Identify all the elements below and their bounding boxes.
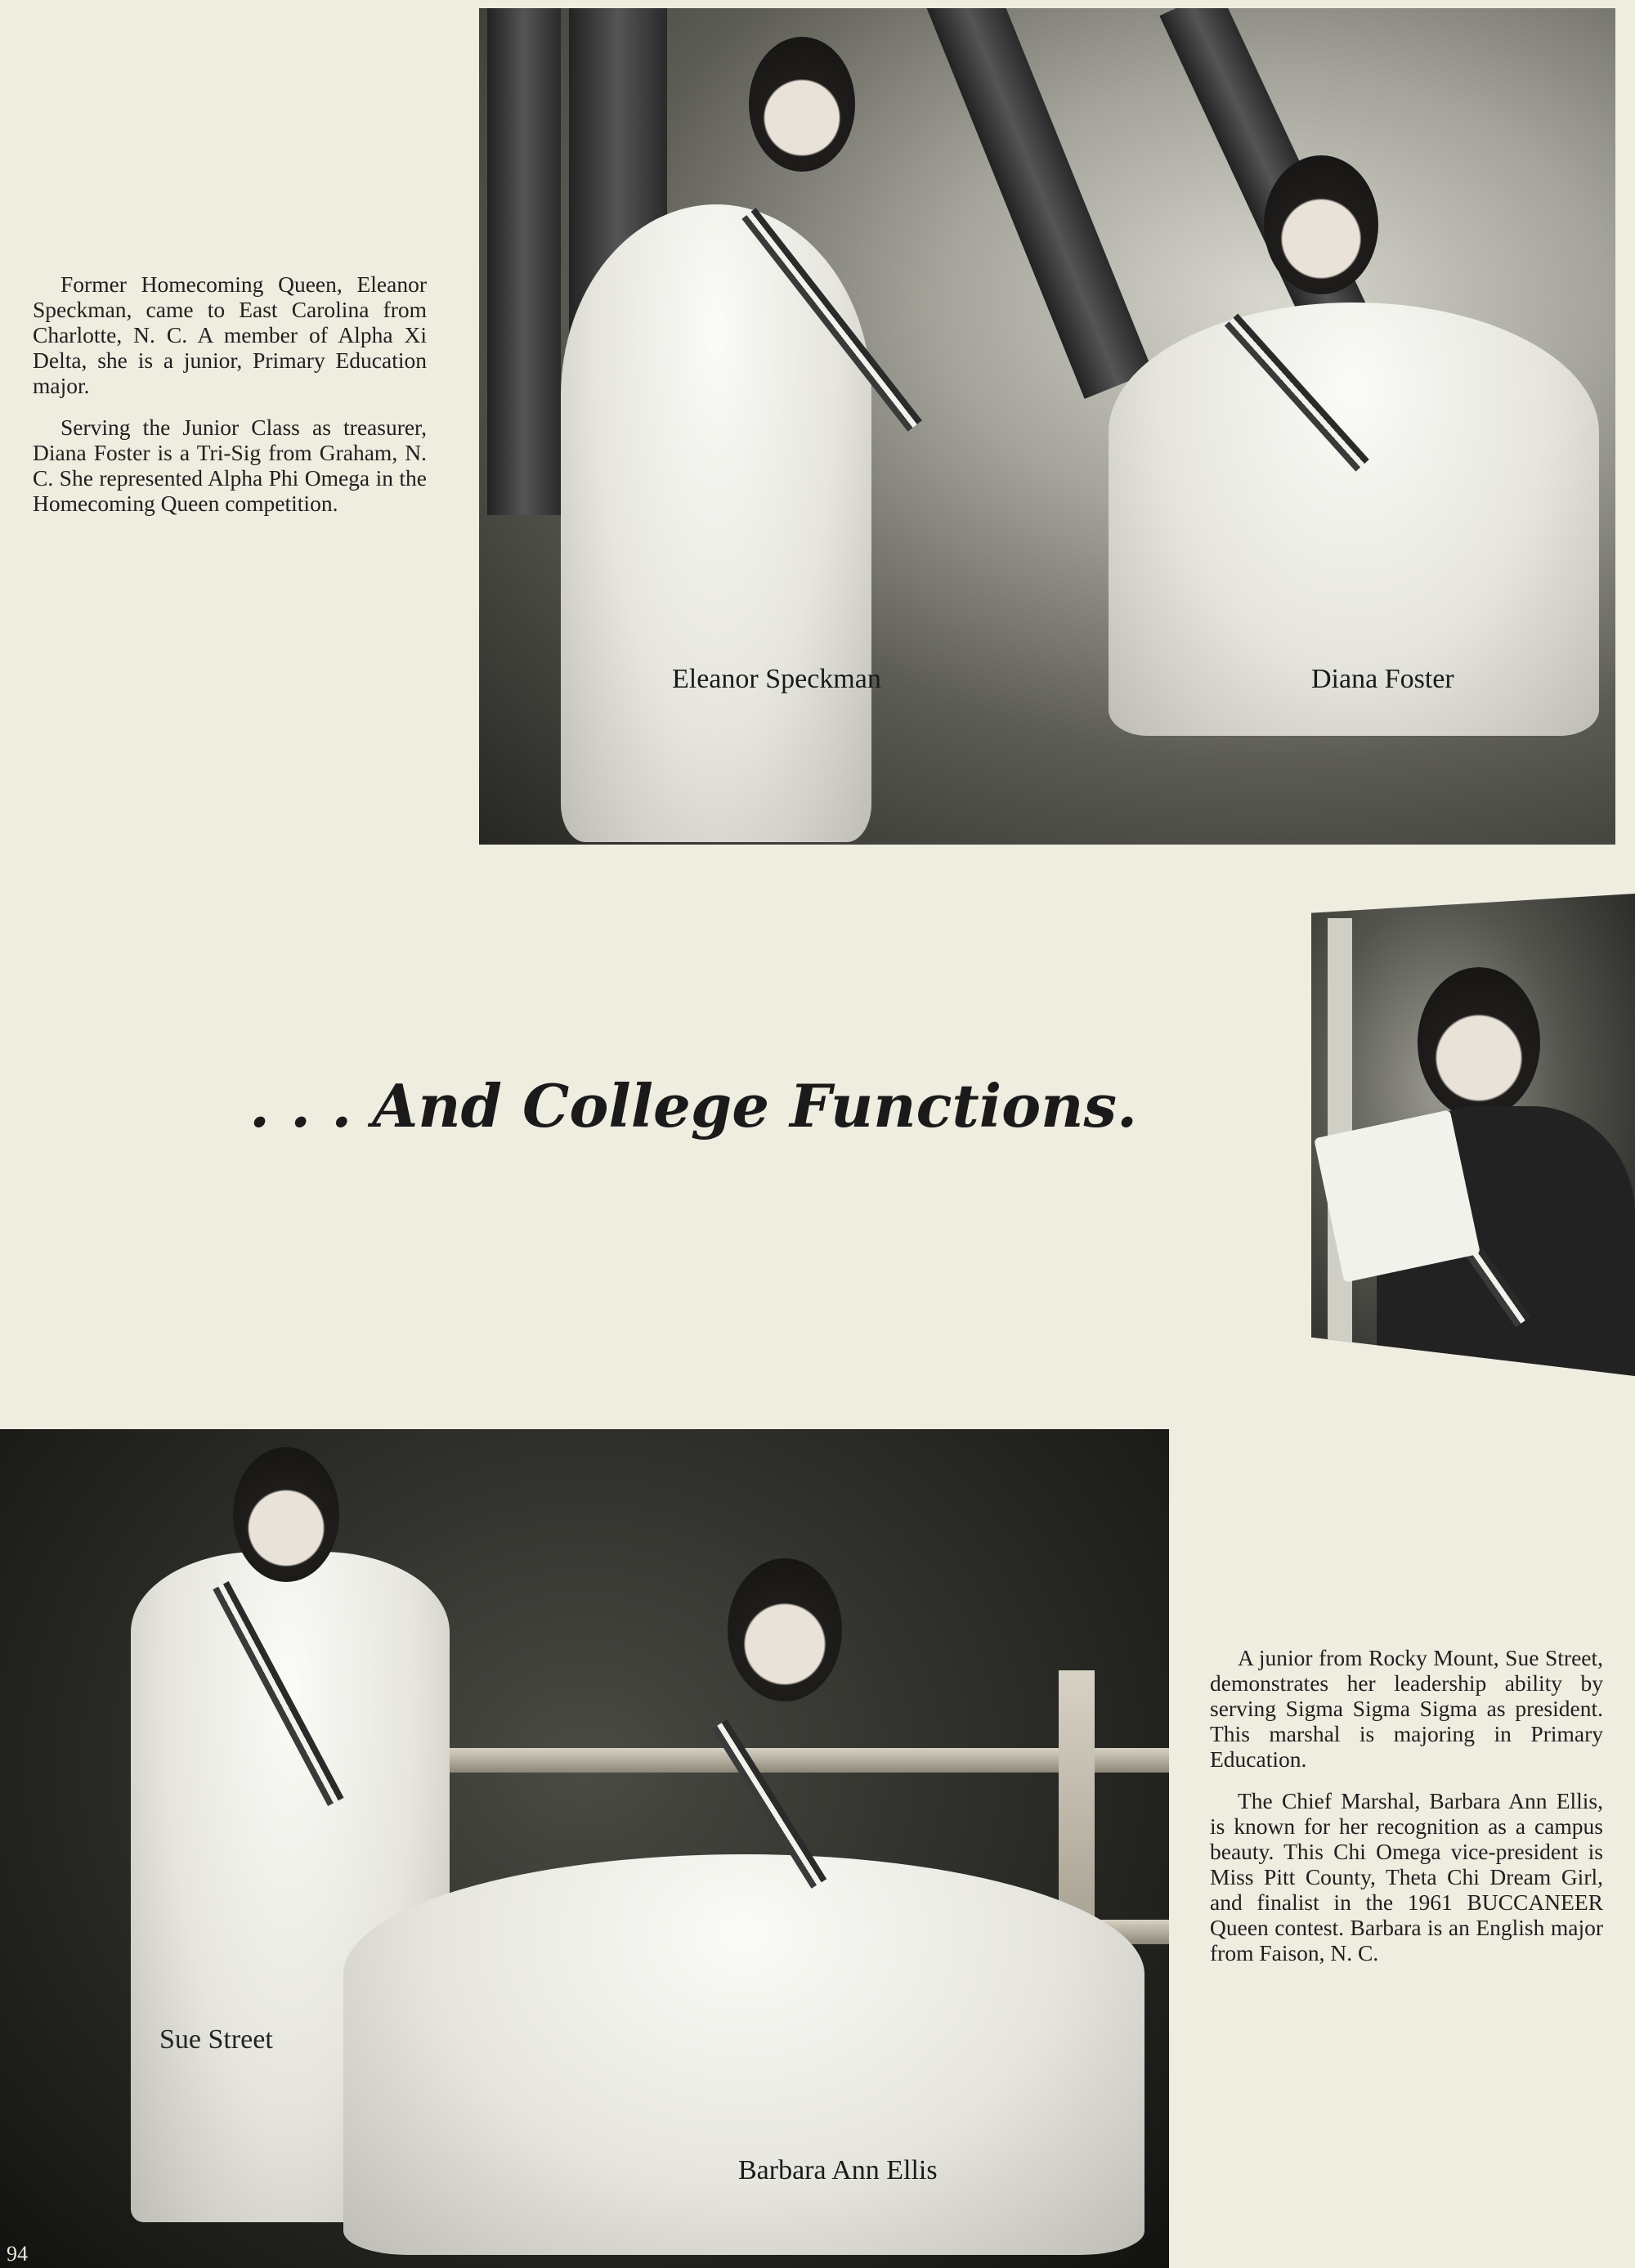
top-photo [479,8,1615,845]
bottom-text-block [1210,1645,1603,1982]
page-number: 94 [7,2242,28,2266]
ellis-description: The Chief Marshal, Barbara Ann Ellis, is known for her recognition as a campus beauty. This Chi Omega vice-president is Miss Pitt County, Theta Chi Dream Girl, and finalist in the 1961 BUCCANEER Queen contest. Barbara is an English major from Faison, N. C. [1210,1788,1603,1965]
street-description: A junior from Rocky Mount, Sue Street, demonstrates her leadership ability by serving Sigma Sigma Sigma as president. This marshal is majoring in Primary Education. [1210,1645,1603,1772]
side-photo [1311,894,1635,1376]
barbara-ann-ellis-caption: Barbara Ann Ellis [738,2155,938,2185]
papers [1314,1109,1480,1282]
diana-foster-caption: Diana Foster [1311,664,1454,694]
side-portrait [1418,967,1540,1118]
bottom-photo [0,1429,1169,2268]
eleanor-speckman-caption: Eleanor Speckman [672,664,881,694]
foster-description: Serving the Junior Class as treasurer, Diana Foster is a Tri-Sig from Graham, N. C. She represented Alpha Phi Omega in the Homecoming Queen competition. [33,415,427,516]
section-heading: . . . And College Functions. [249,1071,1138,1141]
top-text-block [33,271,427,532]
foster-portrait [1264,155,1378,294]
speckman-portrait [749,37,855,172]
sue-street-caption: Sue Street [159,2024,273,2055]
tree-trunk [925,8,1153,399]
tree-trunk [487,8,561,515]
speckman-description: Former Homecoming Queen, Eleanor Speckman, came to East Carolina from Charlotte, N. C. A member of Alpha Xi Delta, she is a junior, Primary Education major. [33,271,427,398]
street-portrait [233,1447,339,1582]
ellis-portrait [728,1558,842,1701]
ellis-gown [343,1854,1144,2255]
